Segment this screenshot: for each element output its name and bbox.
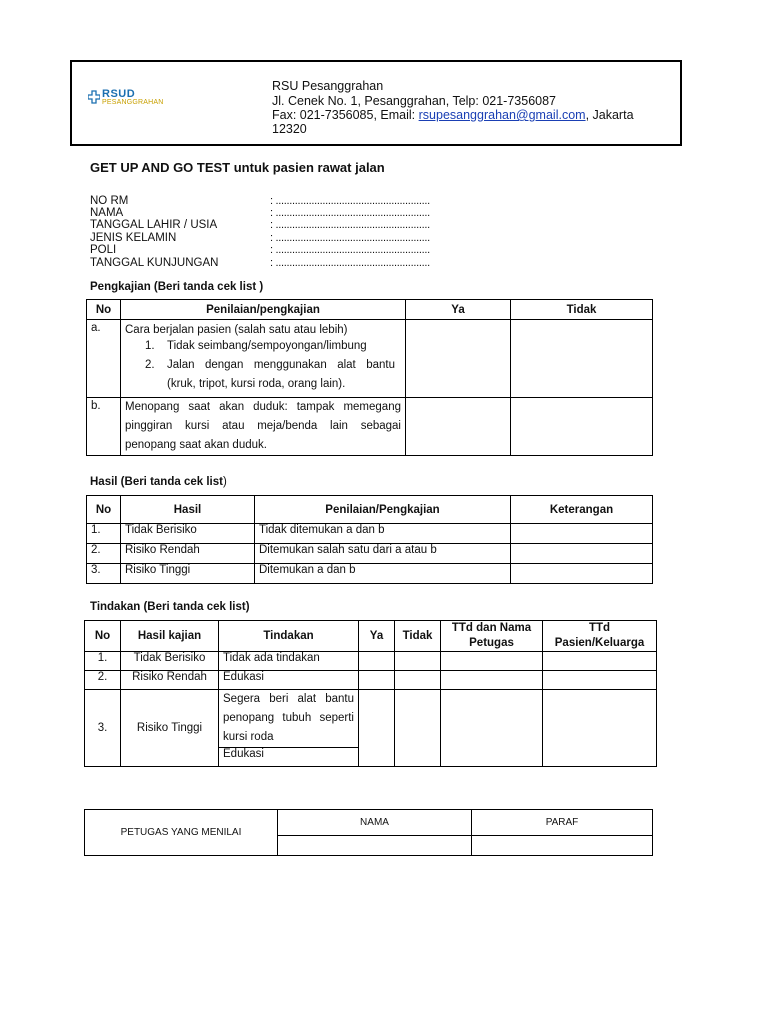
signature-cell-petugas[interactable] (441, 690, 543, 767)
checkbox-cell-ya[interactable] (359, 652, 395, 671)
hospital-name: RSU Pesanggrahan (272, 79, 384, 93)
row-hasil: Risiko Rendah (121, 544, 255, 564)
postal-code: 12320 (272, 122, 307, 136)
row-no: 1. (87, 524, 121, 544)
row-tindakan: Segera beri alat bantu penopang tubuh seperti kursi roda (219, 690, 359, 748)
field-blank-tanggal-lahir[interactable]: : ........................................................ (270, 219, 430, 231)
header-penilaian: Penilaian/pengkajian (121, 300, 406, 320)
checkbox-cell-tidak[interactable] (395, 690, 441, 767)
header-tidak: Tidak (395, 621, 441, 652)
checkbox-cell-ya[interactable] (359, 671, 395, 690)
header-ya: Ya (359, 621, 395, 652)
row-no: a. (87, 320, 121, 398)
table-row (85, 652, 657, 671)
row-penilaian: Ditemukan a dan b (255, 564, 511, 584)
field-label-no-rm: NO RM (90, 195, 129, 207)
table-row (87, 544, 653, 564)
table-row (87, 320, 653, 398)
pengkajian-title: Pengkajian (Beri tanda cek list ) (90, 281, 264, 293)
criteria-text: Cara berjalan pasien (salah satu atau lebih) (125, 324, 348, 336)
field-label-nama: NAMA (90, 207, 124, 219)
row-tindakan: Edukasi (219, 748, 359, 767)
list-item: Tidak seimbang/sempoyongan/limbung (167, 340, 367, 352)
header-ttd-pasien: TTd Pasien/Keluarga (543, 621, 657, 652)
criteria-list (125, 339, 401, 396)
list-item-continued: (kruk, tripot, kursi roda, orang lain). (167, 378, 346, 390)
list-number: 2. (145, 359, 155, 371)
document-title: GET UP AND GO TEST untuk pasien rawat jalan (90, 160, 385, 175)
hasil-title-paren: ) (222, 476, 227, 488)
row-tindakan: Edukasi (219, 671, 359, 690)
tindakan-header-row (85, 621, 657, 652)
signature-cell-pasien[interactable] (543, 690, 657, 767)
list-item: Jalan dengan menggunakan alat bantu (167, 359, 395, 371)
list-number: 1. (145, 340, 155, 352)
logo-text: RSUD (102, 88, 136, 100)
paraf-input-cell[interactable] (472, 836, 653, 856)
checkbox-cell-tidak[interactable] (511, 320, 653, 398)
city-text: , Jakarta (585, 108, 634, 122)
field-blank-tanggal-kunjungan[interactable]: : ........................................................ (270, 257, 430, 269)
fax-text: Fax: 021-7356085, Email: (272, 108, 419, 122)
row-no: 3. (85, 690, 121, 767)
field-blank-jenis-kelamin[interactable]: : ........................................................ (270, 232, 430, 244)
tindakan-table (84, 620, 657, 767)
signature-cell-pasien[interactable] (543, 671, 657, 690)
table-row (85, 671, 657, 690)
header-paraf: PARAF (472, 810, 653, 836)
hasil-title-text: Hasil (Beri tanda cek list (90, 476, 223, 488)
row-hasil: Risiko Tinggi (121, 690, 219, 767)
header-no: No (85, 621, 121, 652)
header-nama: NAMA (278, 810, 472, 836)
header-no: No (87, 496, 121, 524)
email-link[interactable]: rsupesanggrahan@gmail.com (418, 108, 586, 122)
checkbox-cell-ya[interactable] (406, 320, 511, 398)
row-penilaian: Ditemukan salah satu dari a atau b (255, 544, 511, 564)
hasil-table (86, 495, 653, 584)
field-blank-nama[interactable]: : ........................................................ (270, 207, 430, 219)
row-hasil: Risiko Tinggi (121, 564, 255, 584)
row-penilaian: Tidak ditemukan a dan b (255, 524, 511, 544)
signature-cell-petugas[interactable] (441, 671, 543, 690)
hasil-title (90, 476, 227, 488)
field-label-jenis-kelamin: JENIS KELAMIN (90, 232, 177, 244)
medical-cross-icon (88, 90, 100, 104)
checkbox-cell-tidak[interactable] (511, 398, 653, 456)
keterangan-cell[interactable] (511, 564, 653, 584)
header-tindakan: Tindakan (219, 621, 359, 652)
pengkajian-header-row (87, 300, 653, 320)
row-hasil: Risiko Rendah (121, 671, 219, 690)
keterangan-cell[interactable] (511, 524, 653, 544)
field-label-tanggal-lahir: TANGGAL LAHIR / USIA (90, 219, 218, 231)
petugas-signature-table (84, 809, 653, 856)
table-row (87, 564, 653, 584)
header-tidak: Tidak (511, 300, 653, 320)
hasil-header-row (87, 496, 653, 524)
field-blank-poli[interactable]: : ........................................................ (270, 244, 430, 256)
nama-input-cell[interactable] (278, 836, 472, 856)
row-no: b. (87, 398, 121, 456)
table-row (87, 398, 653, 456)
hospital-logo (88, 90, 168, 110)
signature-cell-petugas[interactable] (441, 652, 543, 671)
header-keterangan: Keterangan (511, 496, 653, 524)
signature-cell-pasien[interactable] (543, 652, 657, 671)
signature-header-row (85, 810, 653, 836)
keterangan-cell[interactable] (511, 544, 653, 564)
hospital-address: Jl. Cenek No. 1, Pesanggrahan, Telp: 021-7356087 (272, 94, 556, 108)
checkbox-cell-tidak[interactable] (395, 671, 441, 690)
row-hasil: Tidak Berisiko (121, 652, 219, 671)
row-no: 3. (87, 564, 121, 584)
header-ttd-petugas: TTd dan Nama Petugas (441, 621, 543, 652)
tindakan-title: Tindakan (Beri tanda cek list) (90, 601, 250, 613)
table-row (87, 524, 653, 544)
table-row (85, 690, 657, 748)
row-no: 2. (87, 544, 121, 564)
field-label-tanggal-kunjungan: TANGGAL KUNJUNGAN (90, 257, 219, 269)
petugas-label: PETUGAS YANG MENILAI (85, 810, 278, 856)
field-label-poli: POLI (90, 244, 117, 256)
row-criteria (121, 320, 406, 398)
row-no: 2. (85, 671, 121, 690)
header-ya: Ya (406, 300, 511, 320)
header-penilaian: Penilaian/Pengkajian (255, 496, 511, 524)
header-hasil-kajian: Hasil kajian (121, 621, 219, 652)
row-no: 1. (85, 652, 121, 671)
pengkajian-table (86, 299, 653, 456)
row-tindakan: Tidak ada tindakan (219, 652, 359, 671)
header-hasil: Hasil (121, 496, 255, 524)
row-criteria: Menopang saat akan duduk: tampak memegang pinggiran kursi atau meja/benda lain sebagai penopang saat akan duduk. (121, 398, 406, 456)
field-blank-no-rm[interactable]: : ........................................................ (270, 195, 430, 207)
header-no: No (87, 300, 121, 320)
logo-subtext: PESANGGRAHAN (102, 99, 164, 106)
row-hasil: Tidak Berisiko (121, 524, 255, 544)
hospital-contact (272, 108, 634, 123)
checkbox-cell-ya[interactable] (406, 398, 511, 456)
checkbox-cell-tidak[interactable] (395, 652, 441, 671)
checkbox-cell-ya[interactable] (359, 690, 395, 767)
